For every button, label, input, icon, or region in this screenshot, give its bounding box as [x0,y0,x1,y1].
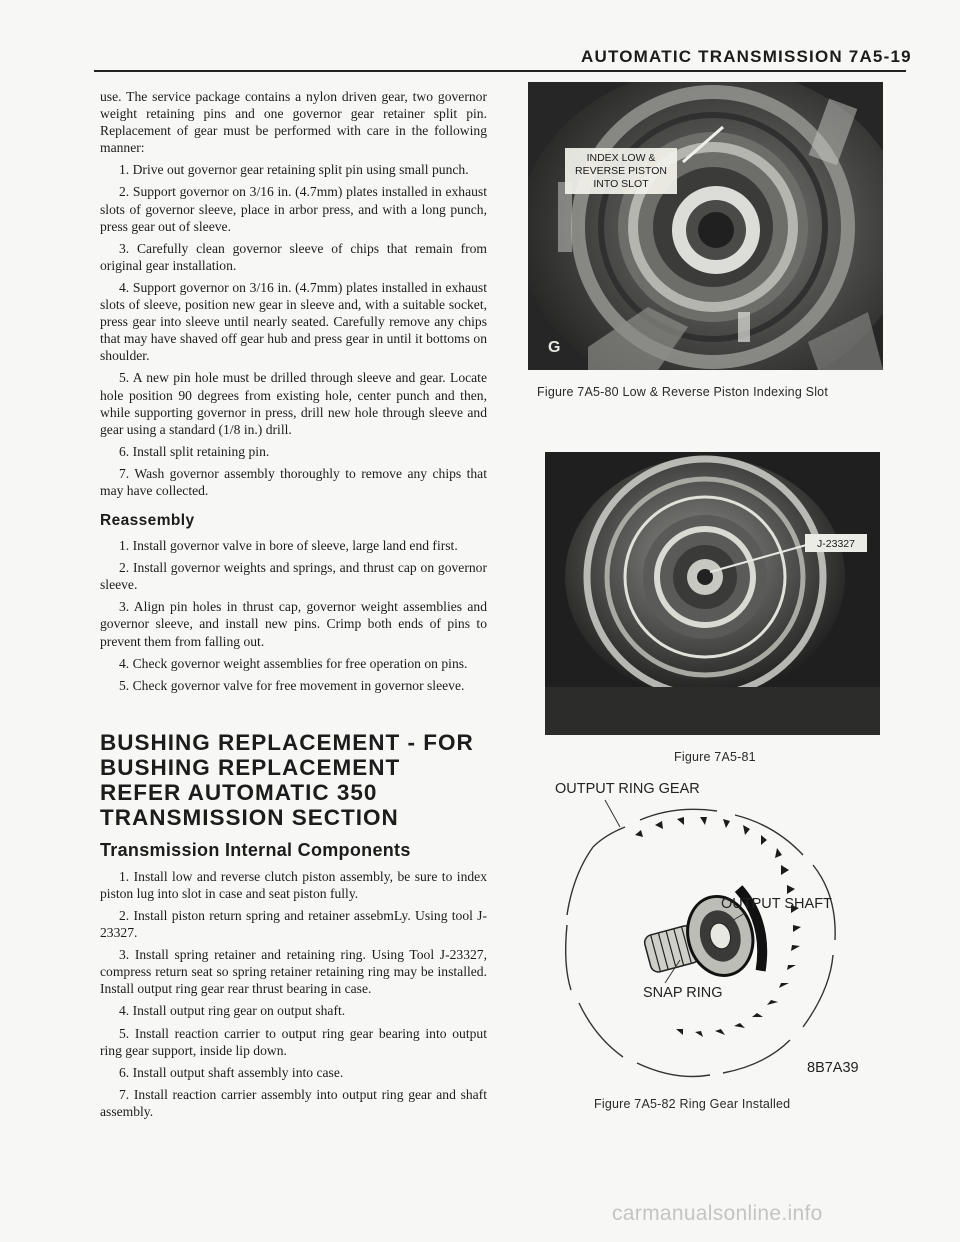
output-ring-gear-label: OUTPUT RING GEAR [555,781,700,797]
figure-82-diagram [545,775,890,1085]
gear-step: 5. A new pin hole must be drilled through sleeve and gear. Locate hole position 90 degrees from existing hole, center punch and then, while supporting governor in press, drill new hole through sleeve and gear using a standard (1/8 in.) drill. [100,370,487,437]
left-column [100,88,487,1120]
figure-80-photo [528,82,883,370]
tool-label: J-23327 [817,538,855,550]
gear-step: 7. Wash governor assembly thoroughly to remove any chips that may have collected. [100,465,487,498]
gear-step: 1. Drive out governor gear retaining split pin using small punch. [119,162,469,178]
reassembly-step: 5. Check governor valve for free movement in governor sleeve. [119,677,465,693]
gear-step: 2. Support governor on 3/16 in. (4.7mm) plates installed in exhaust slots of governor sleeve, place in arbor press, and with a long punch, press gear out of sleeve. [100,184,487,234]
figure-82-caption: Figure 7A5-82 Ring Gear Installed [594,1097,791,1111]
internal-step: 2. Install piston return spring and retainer assebmLy. Using tool J-23327. [100,908,487,941]
reassembly-step: 1. Install governor valve in bore of sleeve, large land end first. [119,538,458,554]
figure-80-label-line: INTO SLOT [593,178,649,190]
snap-ring-label: SNAP RING [643,985,723,1001]
output-shaft-label: OUTPUT SHAFT [721,896,832,912]
tool-installed-photo [545,452,880,735]
figure-81-caption: Figure 7A5-81 [674,750,756,764]
reassembly-step: 3. Align pin holes in thrust cap, governor weight assemblies and governor sleeve, and install new pins. Crimp both ends of pins to prevent them from falling out. [100,599,487,649]
internal-step: 4. Install output ring gear on output shaft. [119,1003,346,1019]
diagram-code: 8B7A39 [807,1060,859,1076]
watermark[interactable]: carmanualsonline.info [612,1202,823,1225]
case-mark: G [548,339,561,356]
figure-81-photo [545,452,880,735]
internal-step: 5. Install reaction carrier to output ring gear bearing into output ring gear support, inside lip down. [100,1025,487,1058]
reassembly-heading: Reassembly [100,512,195,530]
reassembly-step: 4. Check governor weight assemblies for free operation on pins. [119,655,468,671]
internal-step: 1. Install low and reverse clutch piston assembly, be sure to index piston lug into slot in case and seat piston fully. [100,868,487,901]
internal-components-heading: Transmission Internal Components [100,839,411,860]
bushing-heading: BUSHING REPLACEMENT - FOR BUSHING REPLACEMENT REFER AUTOMATIC 350 TRANSMISSION SECTION [100,729,474,830]
page-title: AUTOMATIC TRANSMISSION 7A5-19 [581,47,912,66]
internal-step: 6. Install output shaft assembly into case. [119,1064,344,1080]
gear-step: 3. Carefully clean governor sleeve of chips that remain from original gear installation. [100,240,487,273]
transmission-case-photo [528,82,883,370]
figure-80-caption: Figure 7A5-80 Low & Reverse Piston Indexing Slot [537,385,829,399]
header-rule [94,70,906,72]
figure-80-label-line: REVERSE PISTON [575,165,667,177]
intro-paragraph: use. The service package contains a nylon driven gear, two governor weight retaining pins and one governor gear retainer split pin. Replacement of gear must be performed with care in the following manner: [100,89,487,156]
reassembly-step: 2. Install governor weights and springs, and thrust cap on governor sleeve. [100,560,487,593]
ring-gear-diagram [545,775,890,1085]
gear-step: 4. Support governor on 3/16 in. (4.7mm) plates installed in exhaust slots of sleeve, position new gear in sleeve and, with a suitable socket, press gear into sleeve until nearly seated. Carefully remove any chips that may have shaved off gear hub and press gear in until it bottoms on shoulder. [100,279,487,364]
internal-step: 7. Install reaction carrier assembly into output ring gear and shaft assembly. [100,1086,487,1119]
gear-step: 6. Install split retaining pin. [119,443,270,459]
figure-80-label-line: INDEX LOW & [586,152,656,164]
internal-step: 3. Install spring retainer and retaining ring. Using Tool J-23327, compress return seat so spring retainer retaining ring may be installed. Install output ring gear rear thrust bearing in case. [100,947,487,997]
